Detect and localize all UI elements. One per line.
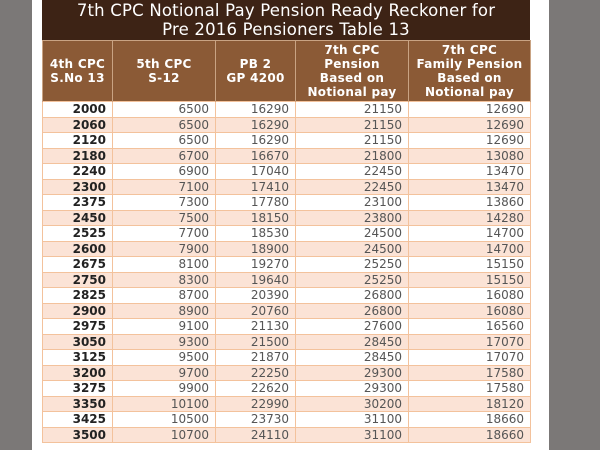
cell-col-5th-cpc-s12: 6500 <box>113 102 216 118</box>
cell-col-5th-cpc-s12: 6900 <box>113 164 216 180</box>
cell-col-7th-cpc-family-pension: 12690 <box>409 117 531 133</box>
cell-col-pb2-gp4200: 19640 <box>216 272 296 288</box>
header-row <box>43 41 531 102</box>
cell-col-pb2-gp4200: 18150 <box>216 210 296 226</box>
cell-col-pb2-gp4200: 20390 <box>216 288 296 304</box>
cell-col-7th-cpc-pension: 25250 <box>296 272 409 288</box>
header-line: PB 2 <box>239 57 272 71</box>
header-line: Based on <box>437 71 502 85</box>
header-col-7th-cpc-pension <box>296 41 409 102</box>
cell-col-5th-cpc-s12: 7700 <box>113 226 216 242</box>
cell-col-7th-cpc-family-pension: 14280 <box>409 210 531 226</box>
cell-col-5th-cpc-s12: 9100 <box>113 319 216 335</box>
cell-col-pb2-gp4200: 16290 <box>216 117 296 133</box>
cell-col-4th-cpc-sno: 2525 <box>43 226 113 242</box>
cell-col-4th-cpc-sno: 2900 <box>43 303 113 319</box>
table-row <box>43 210 531 226</box>
title-line-1: 7th CPC Notional Pay Pension Ready Reckoner for <box>76 1 496 20</box>
document-page <box>32 0 549 450</box>
cell-col-4th-cpc-sno: 2675 <box>43 257 113 273</box>
cell-col-5th-cpc-s12: 10500 <box>113 412 216 428</box>
cell-col-7th-cpc-family-pension: 17070 <box>409 334 531 350</box>
header-line: S.No 13 <box>50 71 105 85</box>
cell-col-pb2-gp4200: 21130 <box>216 319 296 335</box>
header-line: Based on <box>319 71 385 85</box>
cell-col-5th-cpc-s12: 6500 <box>113 133 216 149</box>
cell-col-pb2-gp4200: 22250 <box>216 365 296 381</box>
table-row <box>43 226 531 242</box>
cell-col-4th-cpc-sno: 3350 <box>43 396 113 412</box>
cell-col-4th-cpc-sno: 2300 <box>43 179 113 195</box>
cell-col-7th-cpc-pension: 28450 <box>296 350 409 366</box>
table-row <box>43 334 531 350</box>
table-row <box>43 164 531 180</box>
cell-col-4th-cpc-sno: 2975 <box>43 319 113 335</box>
cell-col-4th-cpc-sno: 2750 <box>43 272 113 288</box>
cell-col-7th-cpc-pension: 21150 <box>296 133 409 149</box>
cell-col-pb2-gp4200: 17780 <box>216 195 296 211</box>
reckoner-sheet <box>42 0 530 443</box>
cell-col-5th-cpc-s12: 6500 <box>113 117 216 133</box>
cell-col-4th-cpc-sno: 2600 <box>43 241 113 257</box>
cell-col-7th-cpc-pension: 23100 <box>296 195 409 211</box>
cell-col-7th-cpc-family-pension: 14700 <box>409 226 531 242</box>
cell-col-pb2-gp4200: 18900 <box>216 241 296 257</box>
header-col-4th-cpc-sno <box>43 41 113 102</box>
table-row <box>43 148 531 164</box>
header-line: Family Pension <box>416 57 523 71</box>
cell-col-4th-cpc-sno: 2060 <box>43 117 113 133</box>
pension-table <box>42 40 531 443</box>
cell-col-5th-cpc-s12: 9900 <box>113 381 216 397</box>
table-row <box>43 427 531 443</box>
cell-col-7th-cpc-pension: 25250 <box>296 257 409 273</box>
cell-col-7th-cpc-family-pension: 13080 <box>409 148 531 164</box>
cell-col-7th-cpc-pension: 23800 <box>296 210 409 226</box>
cell-col-7th-cpc-family-pension: 14700 <box>409 241 531 257</box>
cell-col-7th-cpc-pension: 21800 <box>296 148 409 164</box>
cell-col-7th-cpc-pension: 31100 <box>296 412 409 428</box>
cell-col-7th-cpc-family-pension: 16560 <box>409 319 531 335</box>
cell-col-4th-cpc-sno: 2120 <box>43 133 113 149</box>
cell-col-7th-cpc-family-pension: 13860 <box>409 195 531 211</box>
cell-col-7th-cpc-pension: 24500 <box>296 226 409 242</box>
cell-col-7th-cpc-pension: 27600 <box>296 319 409 335</box>
cell-col-5th-cpc-s12: 7900 <box>113 241 216 257</box>
title-line-2: Pre 2016 Pensioners Table 13 <box>162 20 410 39</box>
cell-col-5th-cpc-s12: 10100 <box>113 396 216 412</box>
cell-col-4th-cpc-sno: 3200 <box>43 365 113 381</box>
cell-col-5th-cpc-s12: 7300 <box>113 195 216 211</box>
cell-col-4th-cpc-sno: 2240 <box>43 164 113 180</box>
cell-col-7th-cpc-pension: 31100 <box>296 427 409 443</box>
cell-col-pb2-gp4200: 17040 <box>216 164 296 180</box>
cell-col-7th-cpc-family-pension: 17580 <box>409 365 531 381</box>
cell-col-7th-cpc-pension: 30200 <box>296 396 409 412</box>
cell-col-5th-cpc-s12: 7500 <box>113 210 216 226</box>
header-col-5th-cpc-s12 <box>113 41 216 102</box>
cell-col-pb2-gp4200: 21870 <box>216 350 296 366</box>
table-row <box>43 117 531 133</box>
header-col-pb2-gp4200 <box>216 41 296 102</box>
header-line: S-12 <box>148 71 180 85</box>
table-row <box>43 396 531 412</box>
cell-col-pb2-gp4200: 17410 <box>216 179 296 195</box>
cell-col-5th-cpc-s12: 8100 <box>113 257 216 273</box>
cell-col-4th-cpc-sno: 2450 <box>43 210 113 226</box>
cell-col-pb2-gp4200: 24110 <box>216 427 296 443</box>
cell-col-7th-cpc-family-pension: 12690 <box>409 102 531 118</box>
cell-col-4th-cpc-sno: 2375 <box>43 195 113 211</box>
cell-col-7th-cpc-family-pension: 17580 <box>409 381 531 397</box>
cell-col-4th-cpc-sno: 2825 <box>43 288 113 304</box>
cell-col-5th-cpc-s12: 9300 <box>113 334 216 350</box>
table-row <box>43 319 531 335</box>
table-row <box>43 350 531 366</box>
cell-col-pb2-gp4200: 18530 <box>216 226 296 242</box>
header-line: Notional pay <box>307 85 397 99</box>
table-row <box>43 365 531 381</box>
cell-col-pb2-gp4200: 22620 <box>216 381 296 397</box>
cell-col-pb2-gp4200: 19270 <box>216 257 296 273</box>
cell-col-pb2-gp4200: 23730 <box>216 412 296 428</box>
cell-col-pb2-gp4200: 16290 <box>216 102 296 118</box>
table-row <box>43 133 531 149</box>
cell-col-5th-cpc-s12: 9700 <box>113 365 216 381</box>
table-row <box>43 179 531 195</box>
table-row <box>43 381 531 397</box>
cell-col-7th-cpc-pension: 22450 <box>296 179 409 195</box>
cell-col-7th-cpc-pension: 24500 <box>296 241 409 257</box>
cell-col-5th-cpc-s12: 7100 <box>113 179 216 195</box>
table-row <box>43 102 531 118</box>
header-line: Notional pay <box>424 85 515 99</box>
cell-col-7th-cpc-family-pension: 12690 <box>409 133 531 149</box>
cell-col-7th-cpc-family-pension: 16080 <box>409 288 531 304</box>
cell-col-pb2-gp4200: 16670 <box>216 148 296 164</box>
cell-col-7th-cpc-family-pension: 13470 <box>409 179 531 195</box>
cell-col-7th-cpc-family-pension: 18660 <box>409 427 531 443</box>
cell-col-pb2-gp4200: 22990 <box>216 396 296 412</box>
cell-col-7th-cpc-family-pension: 15150 <box>409 272 531 288</box>
cell-col-4th-cpc-sno: 3125 <box>43 350 113 366</box>
header-line: 4th CPC <box>49 57 106 71</box>
cell-col-7th-cpc-family-pension: 17070 <box>409 350 531 366</box>
cell-col-7th-cpc-pension: 29300 <box>296 381 409 397</box>
cell-col-7th-cpc-pension: 21150 <box>296 102 409 118</box>
header-line: GP 4200 <box>226 71 285 85</box>
cell-col-4th-cpc-sno: 3050 <box>43 334 113 350</box>
table-body <box>43 102 531 443</box>
cell-col-5th-cpc-s12: 8300 <box>113 272 216 288</box>
cell-col-pb2-gp4200: 20760 <box>216 303 296 319</box>
header-line: 5th CPC <box>136 57 192 71</box>
cell-col-7th-cpc-pension: 28450 <box>296 334 409 350</box>
cell-col-7th-cpc-family-pension: 13470 <box>409 164 531 180</box>
cell-col-7th-cpc-family-pension: 15150 <box>409 257 531 273</box>
cell-col-7th-cpc-family-pension: 18120 <box>409 396 531 412</box>
cell-col-5th-cpc-s12: 9500 <box>113 350 216 366</box>
cell-col-5th-cpc-s12: 6700 <box>113 148 216 164</box>
cell-col-5th-cpc-s12: 8900 <box>113 303 216 319</box>
cell-col-7th-cpc-pension: 29300 <box>296 365 409 381</box>
table-row <box>43 272 531 288</box>
cell-col-pb2-gp4200: 21500 <box>216 334 296 350</box>
cell-col-7th-cpc-pension: 21150 <box>296 117 409 133</box>
table-row <box>43 288 531 304</box>
table-row <box>43 241 531 257</box>
cell-col-pb2-gp4200: 16290 <box>216 133 296 149</box>
table-row <box>43 412 531 428</box>
table-row <box>43 303 531 319</box>
header-line: Pension <box>324 57 380 71</box>
cell-col-5th-cpc-s12: 8700 <box>113 288 216 304</box>
cell-col-7th-cpc-family-pension: 18660 <box>409 412 531 428</box>
table-title <box>42 0 530 40</box>
table-row <box>43 195 531 211</box>
cell-col-4th-cpc-sno: 3500 <box>43 427 113 443</box>
cell-col-7th-cpc-pension: 26800 <box>296 303 409 319</box>
header-line: 7th CPC <box>441 43 498 57</box>
cell-col-4th-cpc-sno: 2180 <box>43 148 113 164</box>
cell-col-4th-cpc-sno: 3425 <box>43 412 113 428</box>
cell-col-7th-cpc-pension: 22450 <box>296 164 409 180</box>
header-line: 7th CPC <box>324 43 380 57</box>
cell-col-7th-cpc-pension: 26800 <box>296 288 409 304</box>
cell-col-7th-cpc-family-pension: 16080 <box>409 303 531 319</box>
cell-col-5th-cpc-s12: 10700 <box>113 427 216 443</box>
table-row <box>43 257 531 273</box>
header-col-7th-cpc-family-pension <box>409 41 531 102</box>
cell-col-4th-cpc-sno: 3275 <box>43 381 113 397</box>
cell-col-4th-cpc-sno: 2000 <box>43 102 113 118</box>
